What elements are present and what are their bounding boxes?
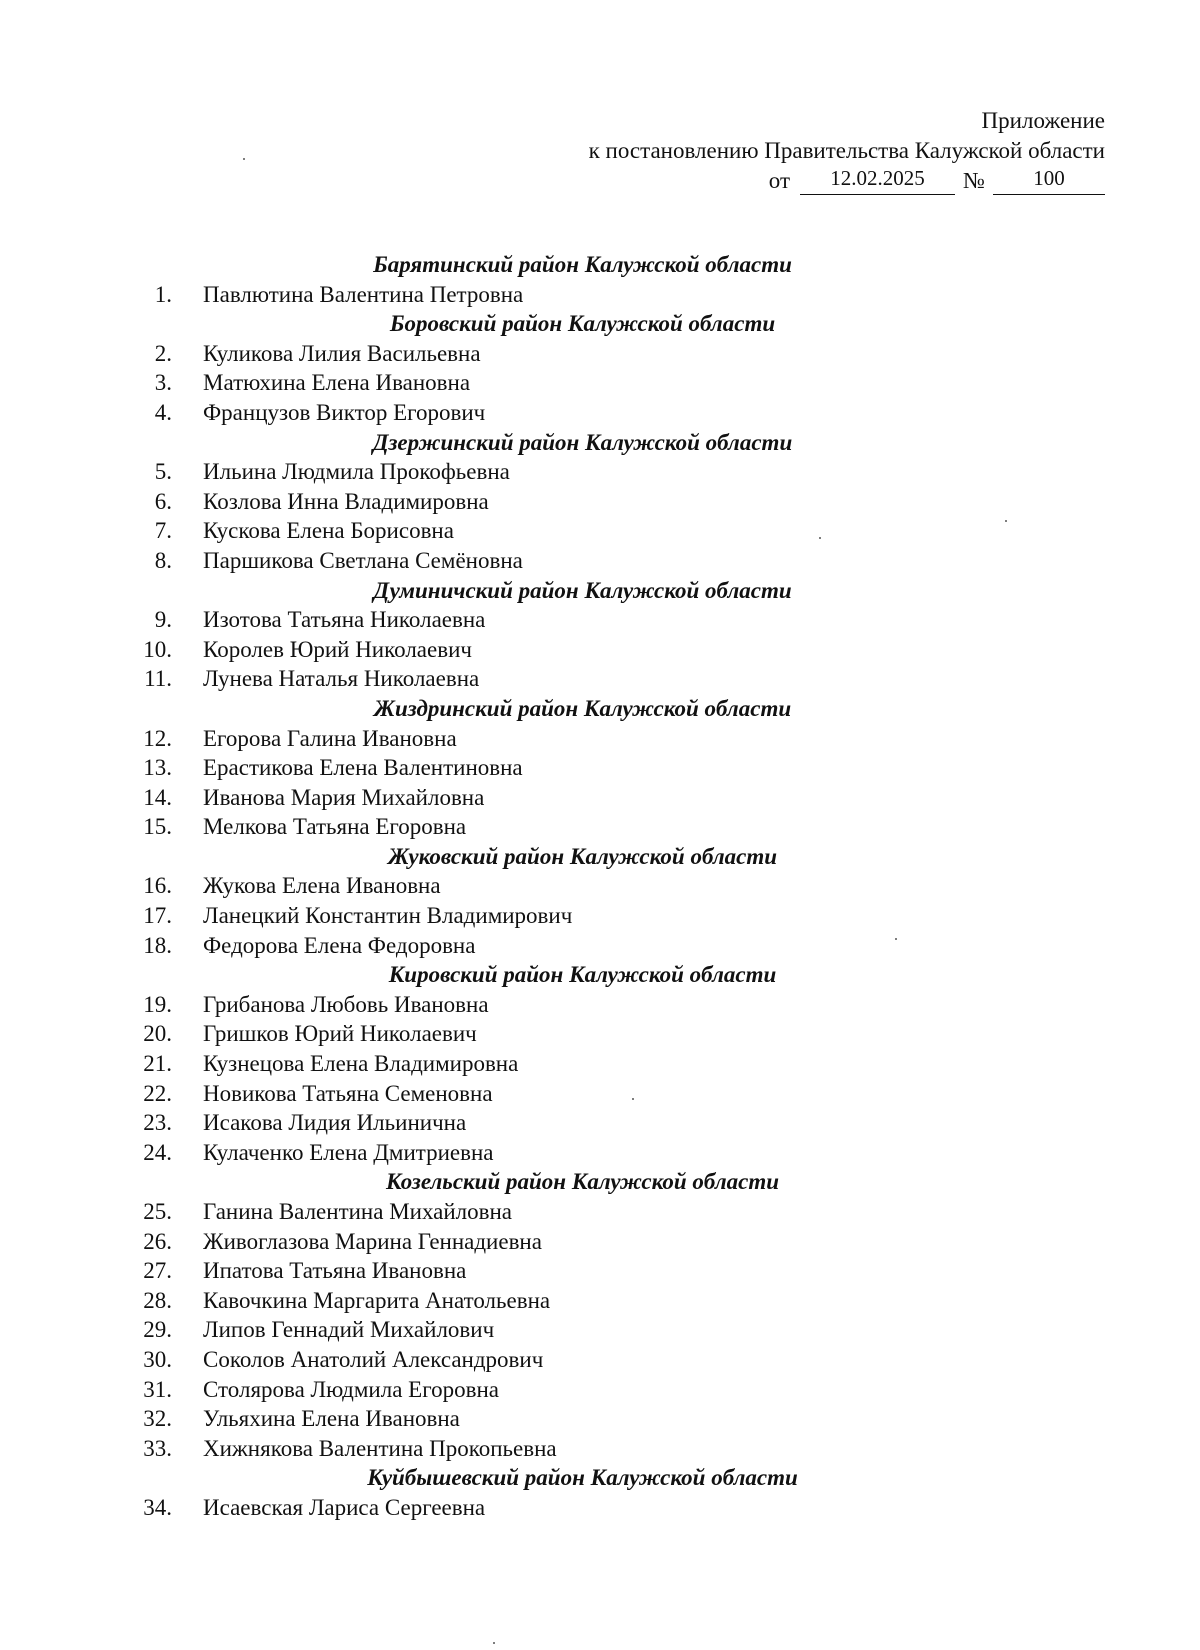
person-name: Павлютина Валентина Петровна <box>203 281 524 307</box>
district-heading: Жиздринский район Калужской области <box>373 695 792 721</box>
item-number: 7. <box>154 518 172 544</box>
appendix-subtitle: к постановлению Правительства Калужской области <box>588 138 1105 163</box>
person-name: Кузнецова Елена Владимировна <box>203 1051 519 1077</box>
item-number: 10. <box>143 636 172 662</box>
list-item <box>0 516 1200 546</box>
item-number: 34. <box>143 1494 172 1520</box>
list-item <box>0 812 1200 842</box>
item-number: 5. <box>154 459 172 485</box>
scan-speck <box>1005 520 1007 522</box>
person-name: Кулаченко Елена Дмитриевна <box>203 1139 494 1165</box>
list-item <box>0 1138 1200 1168</box>
person-name: Лунева Наталья Николаевна <box>203 666 480 692</box>
district-heading: Козельский район Калужской области <box>385 1169 780 1195</box>
person-name: Липов Геннадий Михайлович <box>203 1317 495 1343</box>
item-number: 31. <box>143 1376 172 1402</box>
person-name: Кавочкина Маргарита Анатольевна <box>203 1287 551 1313</box>
person-name: Козлова Инна Владимировна <box>203 488 489 514</box>
person-name: Столярова Людмила Егоровна <box>203 1376 499 1402</box>
item-number: 27. <box>143 1258 172 1284</box>
person-name: Матюхина Елена Ивановна <box>203 370 471 396</box>
list-item <box>0 931 1200 961</box>
list-item <box>0 487 1200 517</box>
item-number: 6. <box>154 488 172 514</box>
list-item <box>0 664 1200 694</box>
person-name: Куликова Лилия Васильевна <box>203 340 481 366</box>
person-name: Ульяхина Елена Ивановна <box>203 1406 460 1432</box>
list-item <box>0 990 1200 1020</box>
item-number: 17. <box>143 903 172 929</box>
item-number: 2. <box>154 340 172 366</box>
person-name: Ильина Людмила Прокофьевна <box>203 459 510 485</box>
list-item <box>0 901 1200 931</box>
item-number: 25. <box>143 1199 172 1224</box>
item-number: 15. <box>143 814 172 840</box>
number-sign: № <box>963 168 985 193</box>
person-name: Ланецкий Константин Владимирович <box>203 903 573 929</box>
item-number: 14. <box>143 784 172 810</box>
item-number: 8. <box>154 547 172 573</box>
resolution-number: 100 <box>1033 166 1065 190</box>
person-name: Кускова Елена Борисовна <box>203 518 454 544</box>
district-heading: Кировский район Калужской области <box>388 962 777 988</box>
list-item <box>0 280 1200 310</box>
person-name: Изотова Татьяна Николаевна <box>203 607 486 633</box>
person-name: Паршикова Светлана Семёновна <box>203 547 523 573</box>
list-item <box>0 1197 1200 1227</box>
person-name: Французов Виктор Егорович <box>203 399 486 425</box>
name-list <box>0 250 1200 1523</box>
item-number: 24. <box>143 1139 172 1165</box>
list-item <box>0 457 1200 487</box>
list-item <box>0 339 1200 369</box>
list-item <box>0 1227 1200 1257</box>
person-name: Королев Юрий Николаевич <box>203 636 472 662</box>
item-number: 32. <box>143 1406 172 1432</box>
resolution-date: 12.02.2025 <box>830 166 925 190</box>
person-name: Ганина Валентина Михайловна <box>203 1199 513 1224</box>
list-item <box>0 1375 1200 1405</box>
district-heading: Дзержинский район Калужской области <box>372 429 793 455</box>
scan-speck <box>895 938 897 940</box>
item-number: 9. <box>154 607 172 633</box>
scan-speck <box>632 1098 634 1100</box>
number-blank <box>993 166 1105 195</box>
scan-speck <box>243 158 245 160</box>
scan-speck <box>493 1642 495 1644</box>
item-number: 33. <box>143 1435 172 1461</box>
list-item <box>0 398 1200 428</box>
date-prefix: от <box>768 168 791 193</box>
list-item <box>0 635 1200 665</box>
item-number: 11. <box>144 666 172 692</box>
item-number: 29. <box>143 1317 172 1343</box>
item-number: 22. <box>143 1080 172 1106</box>
list-item <box>0 1404 1200 1434</box>
list-item <box>0 605 1200 635</box>
person-name: Новикова Татьяна Семеновна <box>203 1080 493 1106</box>
item-number: 3. <box>154 370 172 396</box>
district-heading: Думиничский район Калужской области <box>373 577 792 603</box>
list-item <box>0 1434 1200 1464</box>
list-item <box>0 753 1200 783</box>
person-name: Иванова Мария Михайловна <box>203 784 485 810</box>
person-name: Исакова Лидия Ильинична <box>203 1110 467 1136</box>
person-name: Соколов Анатолий Александрович <box>203 1346 544 1372</box>
resolution-date-number-line <box>769 167 1105 195</box>
item-number: 20. <box>143 1021 172 1047</box>
person-name: Жукова Елена Ивановна <box>203 873 441 899</box>
list-item <box>0 1315 1200 1345</box>
item-number: 21. <box>143 1051 172 1077</box>
list-item <box>0 1256 1200 1286</box>
person-name: Хижнякова Валентина Прокопьевна <box>203 1435 557 1461</box>
person-name: Гришков Юрий Николаевич <box>203 1021 477 1047</box>
list-item <box>0 1079 1200 1109</box>
scan-speck <box>819 537 821 539</box>
person-name: Егорова Галина Ивановна <box>203 725 457 751</box>
list-item <box>0 871 1200 901</box>
person-name: Мелкова Татьяна Егоровна <box>203 814 467 840</box>
list-item <box>0 546 1200 576</box>
item-number: 12. <box>143 725 172 751</box>
list-item <box>0 1345 1200 1375</box>
item-number: 26. <box>143 1228 172 1254</box>
item-number: 23. <box>143 1110 172 1136</box>
list-item <box>0 1019 1200 1049</box>
list-item <box>0 368 1200 398</box>
list-item <box>0 1108 1200 1138</box>
list-item <box>0 783 1200 813</box>
item-number: 28. <box>143 1287 172 1313</box>
person-name: Живоглазова Марина Геннадиевна <box>203 1228 542 1254</box>
item-number: 1. <box>154 281 172 307</box>
list-item <box>0 1049 1200 1079</box>
person-name: Грибанова Любовь Ивановна <box>203 991 489 1017</box>
appendix-title: Приложение <box>981 108 1105 133</box>
person-name: Ерастикова Елена Валентиновна <box>203 755 523 781</box>
date-blank <box>800 166 955 195</box>
item-number: 16. <box>143 873 172 899</box>
person-name: Исаевская Лариса Сергеевна <box>203 1494 486 1520</box>
item-number: 18. <box>143 932 172 958</box>
item-number: 19. <box>143 991 172 1017</box>
list-item <box>0 724 1200 754</box>
district-heading: Барятинский район Калужской области <box>373 252 792 277</box>
district-heading: Боровский район Калужской области <box>389 311 776 337</box>
district-heading: Жуковский район Калужской области <box>387 843 778 869</box>
item-number: 13. <box>143 755 172 781</box>
district-heading: Куйбышевский район Калужской области <box>367 1465 798 1491</box>
item-number: 4. <box>154 399 172 425</box>
item-number: 30. <box>143 1346 172 1372</box>
person-name: Ипатова Татьяна Ивановна <box>203 1258 467 1284</box>
person-name: Федорова Елена Федоровна <box>203 932 476 958</box>
list-item <box>0 1493 1200 1523</box>
list-item <box>0 1286 1200 1316</box>
